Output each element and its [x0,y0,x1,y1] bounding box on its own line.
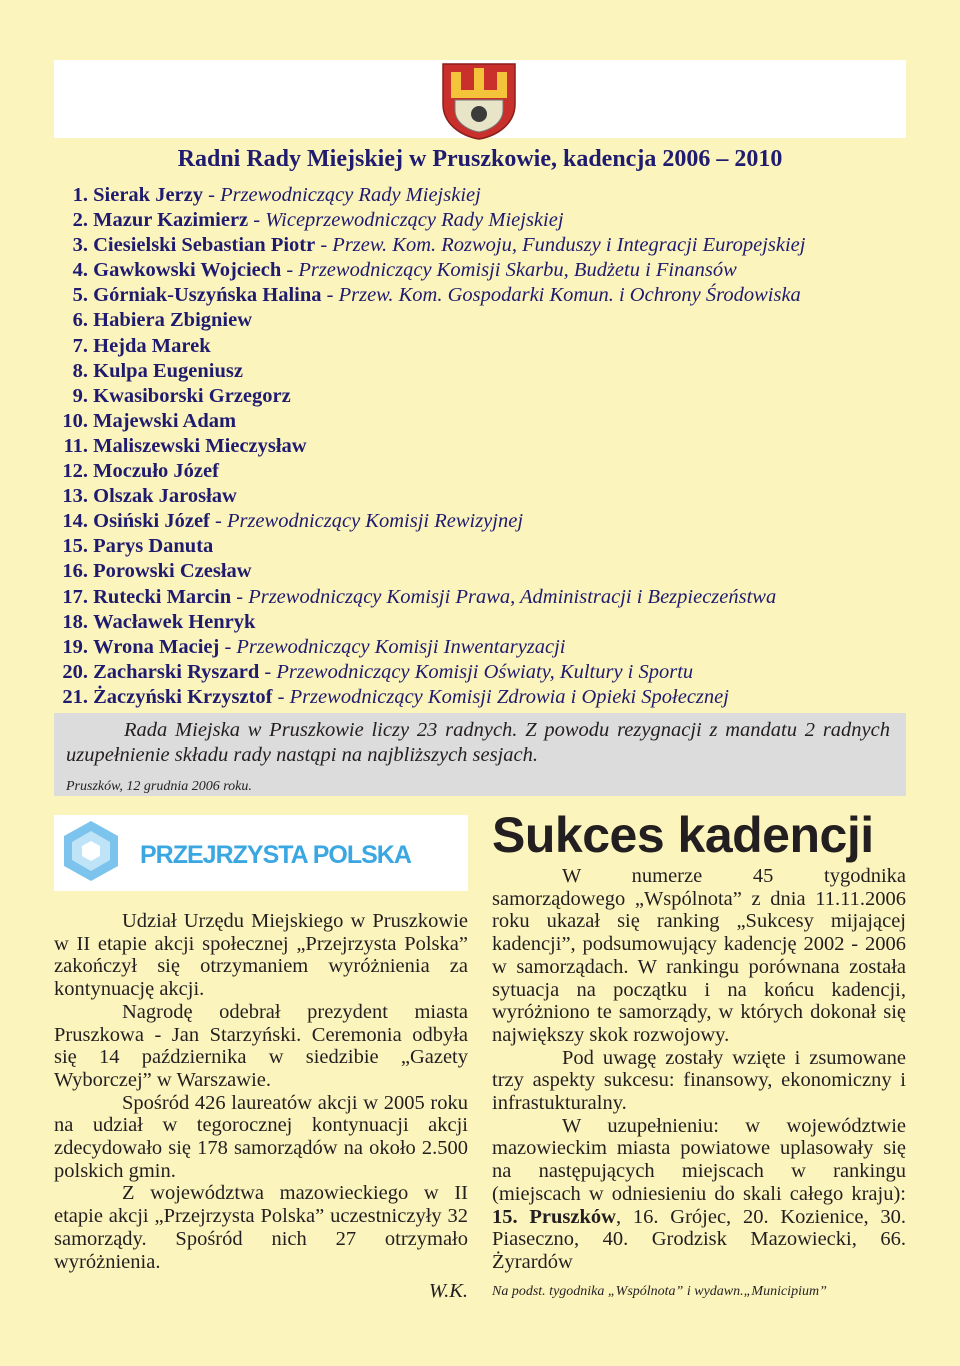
councillor-name: Sierak Jerzy [93,184,203,206]
councillor-number: 13. [62,485,88,508]
councillor-number: 4. [72,259,88,282]
ranking-highlight: 15. Pruszków [492,1205,616,1228]
councillor-item [56,559,936,584]
councillor-number: 5. [72,284,88,307]
councillor-number: 1. [72,184,88,206]
councillor-item: 17. Rutecki Marcin - Przewodniczący Komisji Prawa, Administracji i Bezpieczeństwa [56,585,936,610]
councillor-number: 11. [63,434,88,457]
councillor-name: Wrona Maciej [93,635,220,658]
right-paragraph-ranking [492,1115,906,1274]
councillor-item [56,534,936,559]
left-paragraph: Z województwa mazowieckiego w II etapie akcji „Przejrzysta Polska” uczestniczyły 32 samorządy. Spośród nich 27 otrzymało wyróżnienia. [54,1182,468,1273]
logo-text: PRZEJRZYSTA POLSKA [140,841,411,869]
councillor-item [56,409,936,434]
note-text: Rada Miejska w Pruszkowie liczy 23 radnych. Z powodu rezygnacji z mandatu 2 radnych uzupełnienie składu rady nastąpi na najbliższych sesjach. [66,719,890,766]
councillor-number: 12. [62,460,88,483]
councillor-number: 8. [72,359,88,382]
councillor-name: Majewski Adam [93,409,237,432]
councillor-role: Przewodniczący Komisji Zdrowia i Opieki Społecznej [289,685,729,708]
councillor-number: 7. [72,334,88,357]
councillor-item [56,359,936,384]
article-signature: W.K. [428,1280,468,1302]
councillor-item: 21. Żaczyński Krzysztof - Przewodniczący Komisji Zdrowia i Opieki Społecznej [56,685,936,710]
councillor-name: Olszak Jarosław [93,485,237,508]
councillor-name: Ciesielski Sebastian Piotr [93,234,316,257]
councillor-role: Przewodniczący Komisji Inwentaryzacji [236,635,566,658]
left-paragraph: Nagrodę odebrał prezydent miasta Pruszkowa - Jan Starzyński. Ceremonia odbyła się 14 października w siedzibie „Gazety Wyborczej” w Warszawie. [54,1000,468,1091]
councillor-number: 6. [72,309,88,332]
ranking-text-rest: , 16. Grójec, 20. Kozienice, 30. Piaseczno, 40. Grodzisk Mazowiecki, 66. Żyrardów [492,1205,906,1273]
councillor-item: 20. Zacharski Ryszard - Przewodniczący Komisji Oświaty, Kultury i Sportu [56,660,936,685]
councillor-name: Kwasiborski Grzegorz [93,384,291,407]
councillor-name: Wacławek Henryk [93,610,256,633]
councillor-item: 5. Górniak-Uszyńska Halina - Przew. Kom. Gospodarki Komun. i Ochrony Środowiska [56,283,936,308]
councillor-role: Wiceprzewodniczący Rady Miejskiej [265,209,564,232]
councillor-name: Rutecki Marcin [93,585,232,608]
left-paragraph: Udział Urzędu Miejskiego w Pruszkowie w II etapie akcji społecznej „Przejrzysta Polska” zakończył się otrzymaniem wyróżnienia za kontynuację akcji. [54,910,468,1001]
right-article [492,865,906,1274]
note-date: Pruszków, 12 grudnia 2006 roku. [66,779,252,794]
councillor-name: Habiera Zbigniew [93,309,253,332]
left-article [54,910,468,1273]
council-note [54,713,906,796]
hexagon-logo-icon [60,819,122,883]
left-paragraph: Spośród 426 laureatów akcji w 2005 roku na udział w tegorocznej kontynuacji akcji zdecydowało się 178 samorządów na około 2.500 polskich gmin. [54,1091,468,1182]
councillor-number: 14. [62,510,88,533]
councillor-item [56,459,936,484]
councillor-item: 2. Mazur Kazimierz - Wiceprzewodniczący Rady Miejskiej [56,208,936,233]
councillor-name: Parys Danuta [93,535,214,558]
councillor-item [56,334,936,359]
councillor-name: Mazur Kazimierz [93,209,249,232]
councillor-role: Przewodniczący Komisji Prawa, Administracji i Bezpieczeństwa [248,585,777,608]
councillor-item: 19. Wrona Maciej - Przewodniczący Komisji Inwentaryzacji [56,635,936,660]
councillor-number: 3. [72,234,88,257]
councillor-item: 1. Sierak Jerzy - Przewodniczący Rady Miejskiej [56,183,936,208]
councillor-name: Osiński Józef [93,510,210,533]
councillor-item [56,484,936,509]
councillor-role: Przewodniczący Komisji Oświaty, Kultury i Sportu [276,660,694,683]
councillor-item [56,308,936,333]
right-paragraph: Pod uwagę zostały wzięte i zsumowane trzy aspekty sukcesu: finansowy, ekonomiczny i infrastukturalny. [492,1046,906,1115]
councillor-name: Maliszewski Mieczysław [93,434,307,457]
councillor-item [56,610,936,635]
councillor-item: 4. Gawkowski Wojciech - Przewodniczący Komisji Skarbu, Budżetu i Finansów [56,258,936,283]
councillor-role: Przew. Kom. Gospodarki Komun. i Ochrony Środowiska [338,284,801,307]
councillor-number: 15. [62,535,88,558]
councillor-item: 3. Ciesielski Sebastian Piotr - Przew. Kom. Rozwoju, Funduszy i Integracji Europejskiej [56,233,936,258]
councillor-number: 10. [62,409,88,432]
page-title: Radni Rady Miejskiej w Pruszkowie, kadencja 2006 – 2010 [177,146,783,172]
councillor-number: 17. [62,585,88,608]
councillor-name: Moczuło Józef [93,460,219,483]
councillor-name: Zacharski Ryszard [93,660,260,683]
councillor-item [56,384,936,409]
councillor-role: Przewodniczący Komisji Rewizyjnej [226,510,524,533]
article-source: Na podst. tygodnika „Wspólnota” i wydawn.„Municipium” [492,1284,827,1299]
councillor-number: 20. [62,660,88,683]
councillor-number: 2. [72,209,88,232]
councillor-item: 14. Osiński Józef - Przewodniczący Komisji Rewizyjnej [56,509,936,534]
city-coat-of-arms-icon [437,60,521,140]
przejrzysta-polska-logo [54,815,468,891]
councillor-number: 18. [62,610,88,633]
councillor-number: 19. [62,635,88,658]
councillor-name: Żaczyński Krzysztof [93,685,273,708]
ranking-text: W uzupełnieniu: w województwie mazowieckim miasta powiatowe uplasowały się na następujących miejscach w rankingu (miejscach w odniesieniu do skali całego kraju): [492,1114,906,1205]
councillor-name: Gawkowski Wojciech [93,259,282,282]
article-headline: Sukces kadencji [492,807,874,863]
right-paragraph: W numerze 45 tygodnika samorządowego „Wspólnota” z dnia 11.11.2006 roku ukazał się ranking „Sukcesy mijającej kadencji”, podsumowujący kadencję 2002 - 2006 w samorządach. W rankingu porównana została sytuacja na początku i na końcu kadencji, wyróżniono te samorządy, w których dokonał się największy skok rozwojowy. [492,865,906,1046]
councillor-role: Przewodniczący Komisji Skarbu, Budżetu i Finansów [298,259,737,282]
councillor-name: Kulpa Eugeniusz [93,359,243,382]
councillor-number: 21. [62,685,88,708]
councillor-role: Przew. Kom. Rozwoju, Funduszy i Integracji Europejskiej [332,234,806,257]
councillor-name: Górniak-Uszyńska Halina [93,284,322,307]
councillor-number: 16. [62,560,88,583]
councillor-role: Przewodniczący Rady Miejskiej [220,184,481,206]
councillor-item [56,434,936,459]
councillor-number: 9. [72,384,88,407]
councillor-list [56,183,936,710]
councillor-name: Porowski Czesław [93,560,252,583]
councillor-name: Hejda Marek [93,334,211,357]
